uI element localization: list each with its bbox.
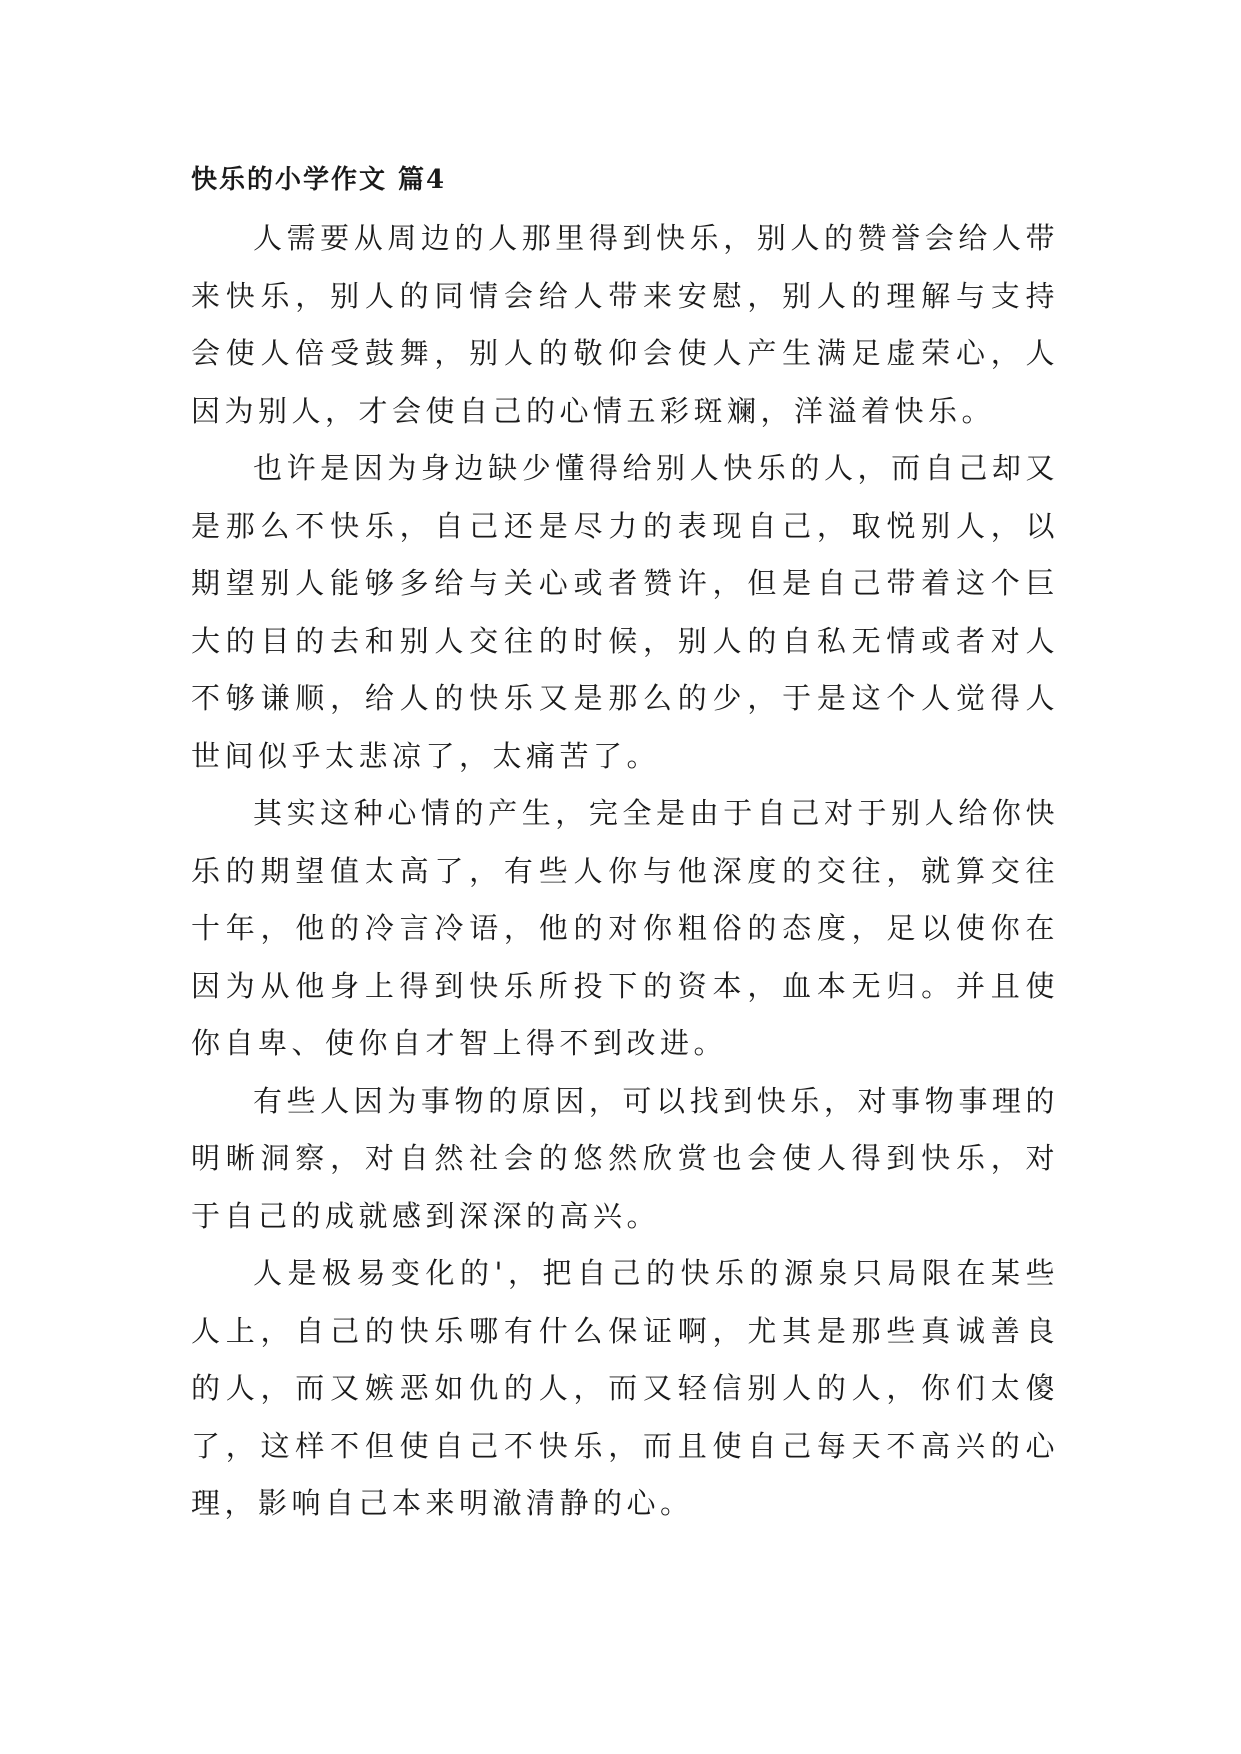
paragraph-2: 也许是因为身边缺少懂得给别人快乐的人，而自己却又是那么不快乐，自己还是尽力的表现自己，取悦别人，以期望别人能够多给与关心或者赞许，但是自己带着这个巨大的目的去和别人交往的时候，别人的自私无情或者对人不够谦顺，给人的快乐又是那么的少，于是这个人觉得人世间似乎太悲凉了，太痛苦了。	[191, 451, 1059, 773]
paragraph-3: 其实这种心情的产生，完全是由于自己对于别人给你快乐的期望值太高了，有些人你与他深度的交往，就算交往十年，他的冷言冷语，他的对你粗俗的态度，足以使你在因为从他身上得到快乐所投下的资本，血本无归。并且使你自卑、使你自才智上得不到改进。	[191, 796, 1059, 1060]
paragraph-5: 人是极易变化的'，把自己的快乐的源泉只局限在某些人上，自己的快乐哪有什么保证啊，尤其是那些真诚善良的人，而又嫉恶如仇的人，而又轻信别人的人，你们太傻了，这样不但使自己不快乐，而且使自己每天不高兴的心理，影响自己本来明澈清静的心。	[191, 1256, 1059, 1520]
document-page	[191, 150, 1059, 1533]
document-title: 快乐的小学作文 篇4	[191, 165, 447, 195]
paragraph-1: 人需要从周边的人那里得到快乐，别人的赞誉会给人带来快乐，别人的同情会给人带来安慰，别人的理解与支持会使人倍受鼓舞，别人的敬仰会使人产生满足虚荣心，人因为别人，才会使自己的心情五彩斑斓，洋溢着快乐。	[191, 221, 1059, 428]
paragraph-4: 有些人因为事物的原因，可以找到快乐，对事物事理的明晰洞察，对自然社会的悠然欣赏也会使人得到快乐，对于自己的成就感到深深的高兴。	[191, 1083, 1059, 1233]
